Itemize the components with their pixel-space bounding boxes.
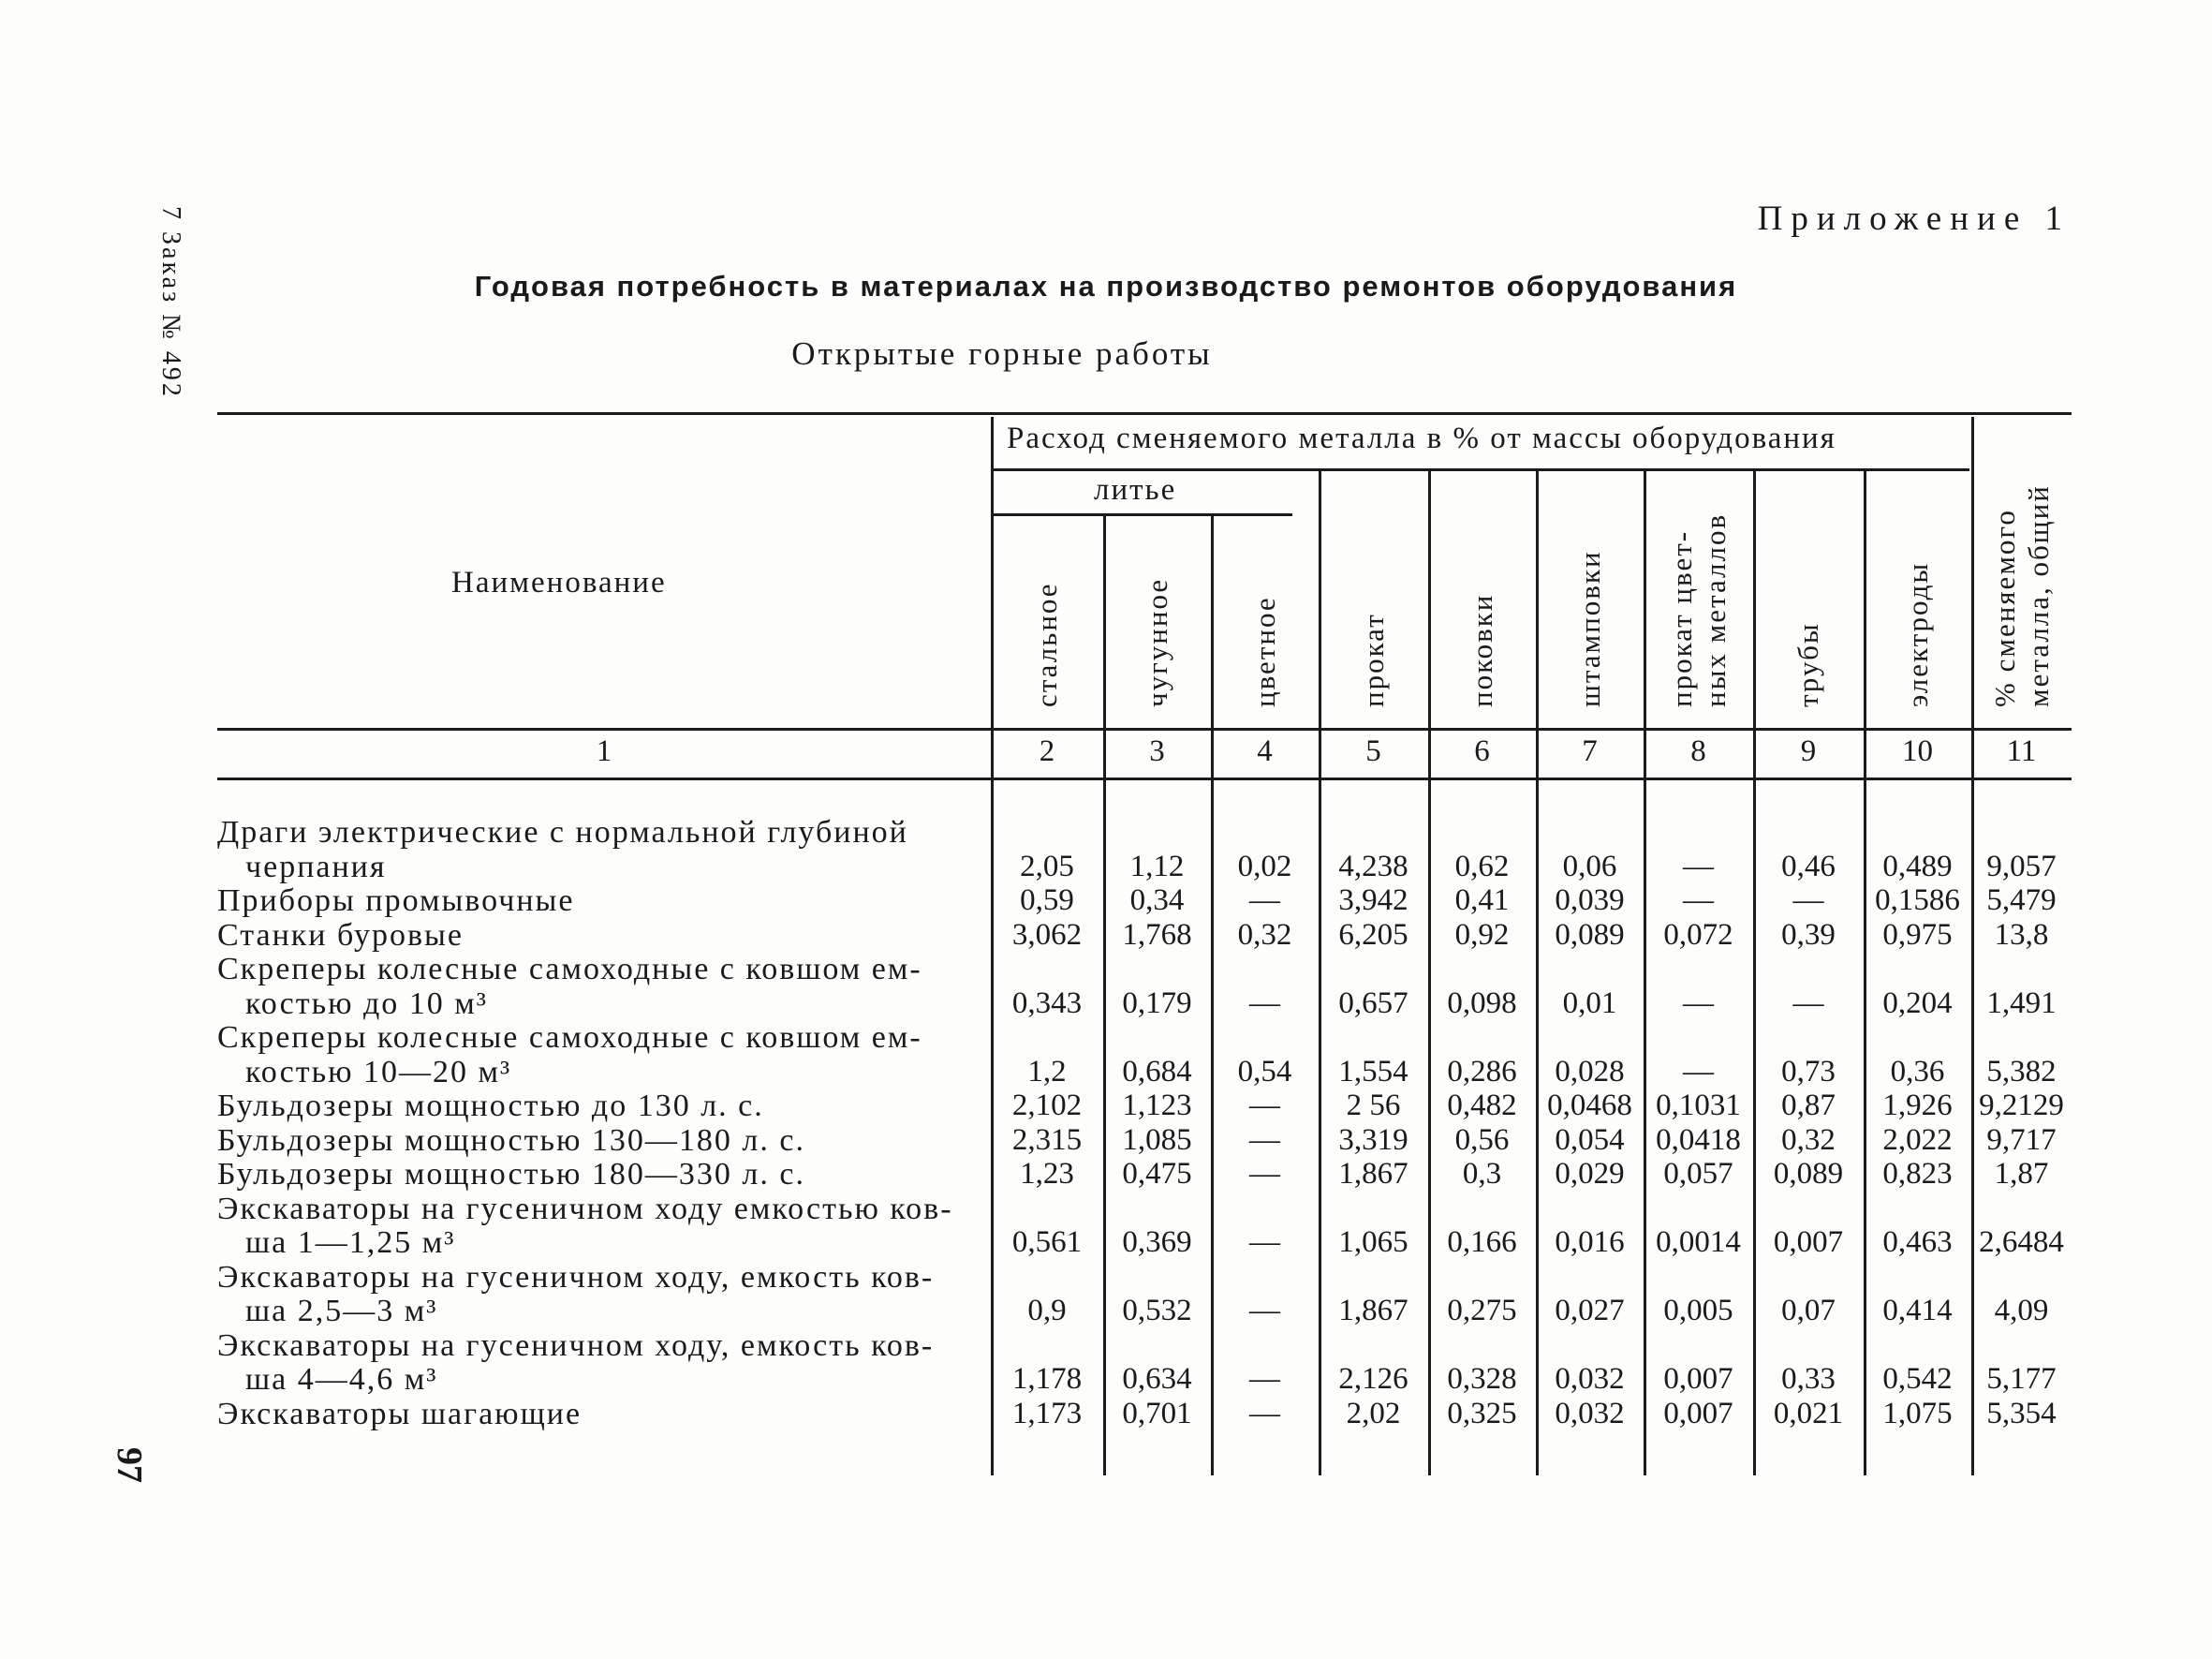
column-number: 5 bbox=[1365, 734, 1381, 768]
column-number-rule bbox=[217, 778, 2072, 780]
table-cell: 0,027 bbox=[1555, 1294, 1625, 1327]
table-cell: 0,369 bbox=[1122, 1225, 1192, 1259]
column-number: 11 bbox=[2006, 734, 2037, 768]
table-cell: 0,098 bbox=[1447, 985, 1517, 1020]
table-cell: 0,41 bbox=[1454, 883, 1510, 917]
table-cell: 0,032 bbox=[1555, 1362, 1625, 1396]
table-cell: 0,028 bbox=[1555, 1054, 1625, 1089]
table-cell: 0,73 bbox=[1781, 1054, 1836, 1089]
table-cell: 5,479 bbox=[1986, 883, 2057, 917]
table-cell: 0,166 bbox=[1447, 1225, 1517, 1259]
table-cell: 5,382 bbox=[1986, 1054, 2057, 1089]
column-number: 6 bbox=[1474, 734, 1490, 768]
table-cell: — bbox=[1683, 1054, 1714, 1089]
table-cell: 1,065 bbox=[1338, 1225, 1408, 1259]
row-name: черпания bbox=[245, 849, 387, 884]
table-cell: 0,32 bbox=[1237, 917, 1292, 952]
row-name: Бульдозеры мощностью до 130 л. с. bbox=[217, 1089, 764, 1123]
table-cell: 1,178 bbox=[1011, 1362, 1083, 1396]
group-header-rule bbox=[993, 468, 1969, 471]
table-cell: 1,867 bbox=[1338, 1294, 1408, 1327]
table-cell: — bbox=[1249, 1122, 1280, 1157]
table-cell: 1,075 bbox=[1882, 1396, 1953, 1430]
row-name: Скреперы колесные самоходные с ковшом ем- bbox=[217, 952, 922, 986]
table-cell: 0,32 bbox=[1781, 1122, 1836, 1157]
table-cell: 5,177 bbox=[1986, 1362, 2057, 1396]
table-cell: 0,054 bbox=[1555, 1122, 1625, 1157]
table-cell: 1,491 bbox=[1986, 985, 2057, 1020]
table-cell: — bbox=[1792, 883, 1824, 917]
column-header: % сменяемого металла, общий bbox=[1987, 484, 2055, 707]
order-number: 7 Заказ № 492 bbox=[156, 206, 185, 399]
table-cell: 0,039 bbox=[1555, 883, 1625, 917]
table-cell: 0,1586 bbox=[1875, 883, 1960, 917]
table-cell: 0,475 bbox=[1122, 1157, 1192, 1191]
table-cell: 0,328 bbox=[1447, 1362, 1517, 1396]
table-cell: 0,561 bbox=[1011, 1225, 1083, 1259]
column-number: 4 bbox=[1257, 734, 1273, 768]
table-cell: 0,36 bbox=[1890, 1054, 1945, 1089]
row-name: Экскаваторы на гусеничном ходу, емкость ков- bbox=[217, 1259, 935, 1295]
table-cell: 1,926 bbox=[1882, 1089, 1953, 1122]
page-number: 97 bbox=[110, 1447, 149, 1483]
row-name: Экскаваторы шагающие bbox=[217, 1396, 582, 1431]
name-column-header: Наименование bbox=[451, 566, 667, 600]
table-cell: 2,022 bbox=[1882, 1122, 1953, 1157]
table-cell: 1,123 bbox=[1122, 1089, 1192, 1122]
column-header: поковки bbox=[1465, 593, 1498, 707]
table-cell: 0,029 bbox=[1555, 1157, 1625, 1191]
table-cell: 0,016 bbox=[1555, 1225, 1625, 1259]
table-cell: 0,07 bbox=[1781, 1294, 1836, 1327]
column-number: 8 bbox=[1690, 734, 1706, 768]
table-cell: — bbox=[1683, 985, 1714, 1020]
table-cell: 1,554 bbox=[1338, 1054, 1408, 1089]
table-cell: 1,173 bbox=[1011, 1396, 1083, 1430]
row-name: Бульдозеры мощностью 180—330 л. с. bbox=[217, 1157, 805, 1192]
table-cell: 2,02 bbox=[1346, 1396, 1401, 1430]
column-number: 3 bbox=[1149, 734, 1165, 768]
table-cell: 0,0418 bbox=[1656, 1122, 1741, 1157]
row-name: Скреперы колесные самоходные с ковшом ем- bbox=[217, 1020, 922, 1055]
table-cell: 1,12 bbox=[1129, 849, 1185, 883]
table-cell: 3,062 bbox=[1011, 917, 1083, 952]
row-name: ша 1—1,25 м³ bbox=[245, 1225, 456, 1260]
table-cell: 0,02 bbox=[1237, 849, 1292, 883]
table-cell: — bbox=[1792, 985, 1824, 1020]
table-cell: 0,634 bbox=[1122, 1362, 1192, 1396]
table-cell: 0,007 bbox=[1773, 1225, 1844, 1259]
row-name: Приборы промывочные bbox=[217, 883, 575, 918]
table-cell: 0,325 bbox=[1447, 1396, 1517, 1430]
table-cell: — bbox=[1249, 883, 1280, 917]
table-cell: 0,06 bbox=[1562, 849, 1617, 883]
table-cell: — bbox=[1249, 1225, 1280, 1259]
table-cell: 0,343 bbox=[1011, 985, 1083, 1020]
appendix-label: Приложение 1 bbox=[1757, 200, 2071, 238]
column-number: 10 bbox=[1902, 734, 1933, 768]
table-cell: 0,657 bbox=[1338, 985, 1408, 1020]
column-header: цветное bbox=[1247, 596, 1281, 707]
table-cell: 9,2129 bbox=[1979, 1089, 2064, 1122]
row-name: костью 10—20 м³ bbox=[245, 1054, 512, 1089]
table-cell: 0,007 bbox=[1663, 1396, 1733, 1430]
table-cell: 0,414 bbox=[1882, 1294, 1953, 1327]
table-cell: 0,089 bbox=[1555, 917, 1625, 952]
table-cell: 0,684 bbox=[1122, 1054, 1192, 1089]
table-cell: 0,3 bbox=[1462, 1157, 1502, 1191]
table-cell: 0,007 bbox=[1663, 1362, 1733, 1396]
table-cell: 4,238 bbox=[1338, 849, 1408, 883]
table-cell: — bbox=[1249, 1294, 1280, 1327]
table-cell: 0,032 bbox=[1555, 1396, 1625, 1430]
table-cell: 0,542 bbox=[1882, 1362, 1953, 1396]
table-cell: 2,102 bbox=[1011, 1089, 1083, 1122]
group-header: Расход сменяемого металла в % от массы оборудования bbox=[1007, 422, 1836, 455]
table-cell: 1,768 bbox=[1122, 917, 1192, 952]
table-cell: 2,315 bbox=[1011, 1122, 1083, 1157]
table-cell: — bbox=[1683, 883, 1714, 917]
page-subtitle: Открытые горные работы bbox=[791, 335, 1213, 372]
table-cell: 0,01 bbox=[1562, 985, 1617, 1020]
row-name: Станки буровые bbox=[217, 917, 464, 953]
table-cell: — bbox=[1249, 1396, 1280, 1430]
table-cell: 0,975 bbox=[1882, 917, 1953, 952]
table-cell: 0,275 bbox=[1447, 1294, 1517, 1327]
row-name: ша 2,5—3 м³ bbox=[245, 1294, 438, 1328]
page-title: Годовая потребность в материалах на производство ремонтов оборудования bbox=[474, 270, 1738, 303]
table-cell: 5,354 bbox=[1986, 1396, 2057, 1430]
table-cell: 4,09 bbox=[1994, 1294, 2049, 1327]
header-rule bbox=[217, 728, 2072, 731]
table-cell: 0,54 bbox=[1237, 1054, 1292, 1089]
casting-header: литье bbox=[1094, 473, 1177, 507]
row-name: Бульдозеры мощностью 130—180 л. с. bbox=[217, 1122, 805, 1158]
table-cell: 13,8 bbox=[1994, 917, 2049, 952]
casting-header-rule bbox=[993, 513, 1292, 516]
table-cell: 0,33 bbox=[1781, 1362, 1836, 1396]
table-cell: 0,005 bbox=[1663, 1294, 1733, 1327]
column-header: прокат bbox=[1356, 613, 1390, 707]
table-cell: 9,717 bbox=[1986, 1122, 2057, 1157]
table-cell: 0,62 bbox=[1454, 849, 1510, 883]
table-cell: 0,0014 bbox=[1656, 1225, 1741, 1259]
table-cell: 0,072 bbox=[1663, 917, 1733, 952]
table-cell: 9,057 bbox=[1986, 849, 2057, 883]
table-cell: 2 56 bbox=[1346, 1089, 1401, 1122]
table-cell: 0,0468 bbox=[1547, 1089, 1632, 1122]
table-cell: 3,942 bbox=[1338, 883, 1408, 917]
table-cell: 0,823 bbox=[1882, 1157, 1953, 1191]
table-cell: 0,179 bbox=[1122, 985, 1192, 1020]
row-name: ша 4—4,6 м³ bbox=[245, 1362, 438, 1397]
row-name: Экскаваторы на гусеничном ходу емкостью ков- bbox=[217, 1191, 953, 1226]
table-cell: 2,126 bbox=[1338, 1362, 1408, 1396]
table-cell: 0,59 bbox=[1020, 883, 1074, 917]
column-header: стальное bbox=[1030, 582, 1063, 707]
table-cell: 3,319 bbox=[1338, 1122, 1408, 1157]
table-cell: 0,56 bbox=[1454, 1122, 1510, 1157]
table-cell: 0,1031 bbox=[1656, 1089, 1741, 1122]
table-cell: 0,46 bbox=[1781, 849, 1836, 883]
column-header: трубы bbox=[1792, 622, 1824, 707]
table-cell: 0,9 bbox=[1027, 1294, 1067, 1327]
column-header: прокат цвет- ных металлов bbox=[1664, 512, 1732, 707]
column-number: 2 bbox=[1039, 734, 1055, 768]
row-name: костью до 10 м³ bbox=[245, 985, 489, 1021]
table-cell: 0,701 bbox=[1122, 1396, 1192, 1430]
table-cell: 1,2 bbox=[1027, 1054, 1067, 1089]
column-number: 1 bbox=[596, 734, 612, 768]
table-cell: 0,34 bbox=[1129, 883, 1185, 917]
table-cell: 0,204 bbox=[1882, 985, 1953, 1020]
table-cell: — bbox=[1683, 849, 1714, 883]
table-cell: 0,39 bbox=[1781, 917, 1836, 952]
table-cell: 0,532 bbox=[1122, 1294, 1192, 1327]
table-cell: — bbox=[1249, 1157, 1280, 1191]
table-cell: — bbox=[1249, 1362, 1280, 1396]
table-top-rule bbox=[217, 412, 2072, 415]
column-number: 9 bbox=[1800, 734, 1817, 768]
table-cell: 0,482 bbox=[1447, 1089, 1517, 1122]
column-header: штамповки bbox=[1572, 550, 1606, 707]
table-cell: 6,205 bbox=[1338, 917, 1408, 952]
table-cell: — bbox=[1249, 985, 1280, 1020]
row-name: Экскаваторы на гусеничном ходу, емкость ков- bbox=[217, 1327, 935, 1363]
table-cell: 0,87 bbox=[1781, 1089, 1836, 1122]
table-cell: 2,6484 bbox=[1979, 1225, 2064, 1259]
table-cell: — bbox=[1249, 1089, 1280, 1122]
column-header: чугунное bbox=[1140, 577, 1173, 707]
table-cell: 1,23 bbox=[1020, 1157, 1074, 1191]
table-cell: 0,489 bbox=[1882, 849, 1953, 883]
table-cell: 0,286 bbox=[1447, 1054, 1517, 1089]
table-cell: 0,463 bbox=[1882, 1225, 1953, 1259]
table-cell: 2,05 bbox=[1020, 849, 1074, 883]
table-cell: 0,021 bbox=[1773, 1396, 1844, 1430]
column-header: электроды bbox=[1900, 561, 1934, 707]
table-cell: 1,867 bbox=[1338, 1157, 1408, 1191]
row-name: Драги электрические с нормальной глубиной bbox=[217, 815, 908, 850]
table-cell: 0,92 bbox=[1454, 917, 1510, 952]
table-cell: 0,057 bbox=[1663, 1157, 1733, 1191]
column-number: 7 bbox=[1582, 734, 1598, 768]
table-cell: 0,089 bbox=[1773, 1157, 1844, 1191]
table-cell: 1,87 bbox=[1994, 1157, 2049, 1191]
table-cell: 1,085 bbox=[1122, 1122, 1192, 1157]
